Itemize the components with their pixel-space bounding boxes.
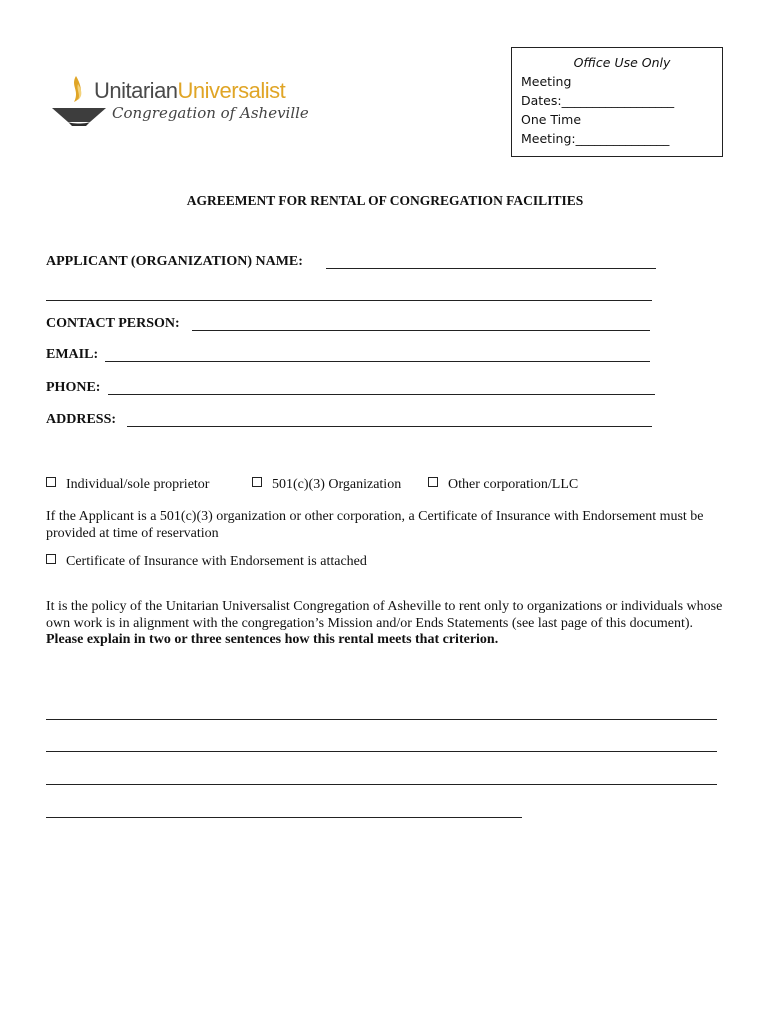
email-field[interactable] xyxy=(105,361,650,362)
checkbox-other-corporation[interactable] xyxy=(428,477,438,487)
office-meeting-label: Meeting xyxy=(521,74,572,89)
option-individual-label: Individual/sole proprietor xyxy=(66,477,210,492)
option-501c3-label: 501(c)(3) Organization xyxy=(272,477,402,492)
checkbox-501c3[interactable] xyxy=(252,477,262,487)
policy-paragraph xyxy=(46,599,726,649)
address-label: ADDRESS: xyxy=(46,412,117,427)
explanation-line-1[interactable] xyxy=(46,719,717,720)
option-501c3[interactable] xyxy=(252,477,401,493)
email-label: EMAIL: xyxy=(46,347,99,362)
explanation-line-4[interactable] xyxy=(46,817,522,818)
phone-label: PHONE: xyxy=(46,380,101,395)
office-onetime-label: One Time xyxy=(521,112,582,127)
logo-wordmark xyxy=(94,78,285,104)
page-title: AGREEMENT FOR RENTAL OF CONGREGATION FACILITIES xyxy=(186,193,584,208)
applicant-name-label: APPLICANT (ORGANIZATION) NAME: xyxy=(46,254,303,269)
applicant-name-field[interactable] xyxy=(326,268,656,269)
contact-person-field[interactable] xyxy=(192,330,650,331)
option-individual[interactable] xyxy=(46,477,209,493)
insurance-attached-option[interactable] xyxy=(46,554,367,570)
policy-question: Please explain in two or three sentences how this rental meets that criterion. xyxy=(46,632,499,647)
office-onetime-meeting-field[interactable]: Meeting:_______________ xyxy=(521,131,670,146)
explanation-line-3[interactable] xyxy=(46,784,717,785)
logo-subtitle: Congregation of Asheville xyxy=(112,104,309,122)
contact-person-label: CONTACT PERSON: xyxy=(46,316,180,331)
applicant-name-field-line2[interactable] xyxy=(46,300,652,301)
insurance-attached-label: Certificate of Insurance with Endorsement is attached xyxy=(66,554,367,569)
logo-unitarian: Unitarian xyxy=(94,78,178,103)
explanation-line-2[interactable] xyxy=(46,751,717,752)
office-meeting-dates-field[interactable]: Dates:__________________ xyxy=(521,93,675,108)
logo-universalist: Universalist xyxy=(177,78,286,103)
logo xyxy=(50,72,309,132)
office-use-title: Office Use Only xyxy=(573,55,671,70)
address-field[interactable] xyxy=(127,426,652,427)
policy-text: It is the policy of the Unitarian Universalist Congregation of Asheville to rent only to organizations or individuals whose own work is in alignment with the congregation’s Mission and/or Ends Statements (see last page of this document). xyxy=(46,599,723,631)
option-other-corporation-label: Other corporation/LLC xyxy=(448,477,579,492)
phone-field[interactable] xyxy=(108,394,655,395)
office-use-box xyxy=(511,47,723,157)
checkbox-insurance-attached[interactable] xyxy=(46,554,56,564)
option-other-corporation[interactable] xyxy=(428,477,578,493)
checkbox-individual[interactable] xyxy=(46,477,56,487)
insurance-note: If the Applicant is a 501(c)(3) organization or other corporation, a Certificate of Insurance with Endorsement must be provided at time of reservation xyxy=(46,509,704,541)
